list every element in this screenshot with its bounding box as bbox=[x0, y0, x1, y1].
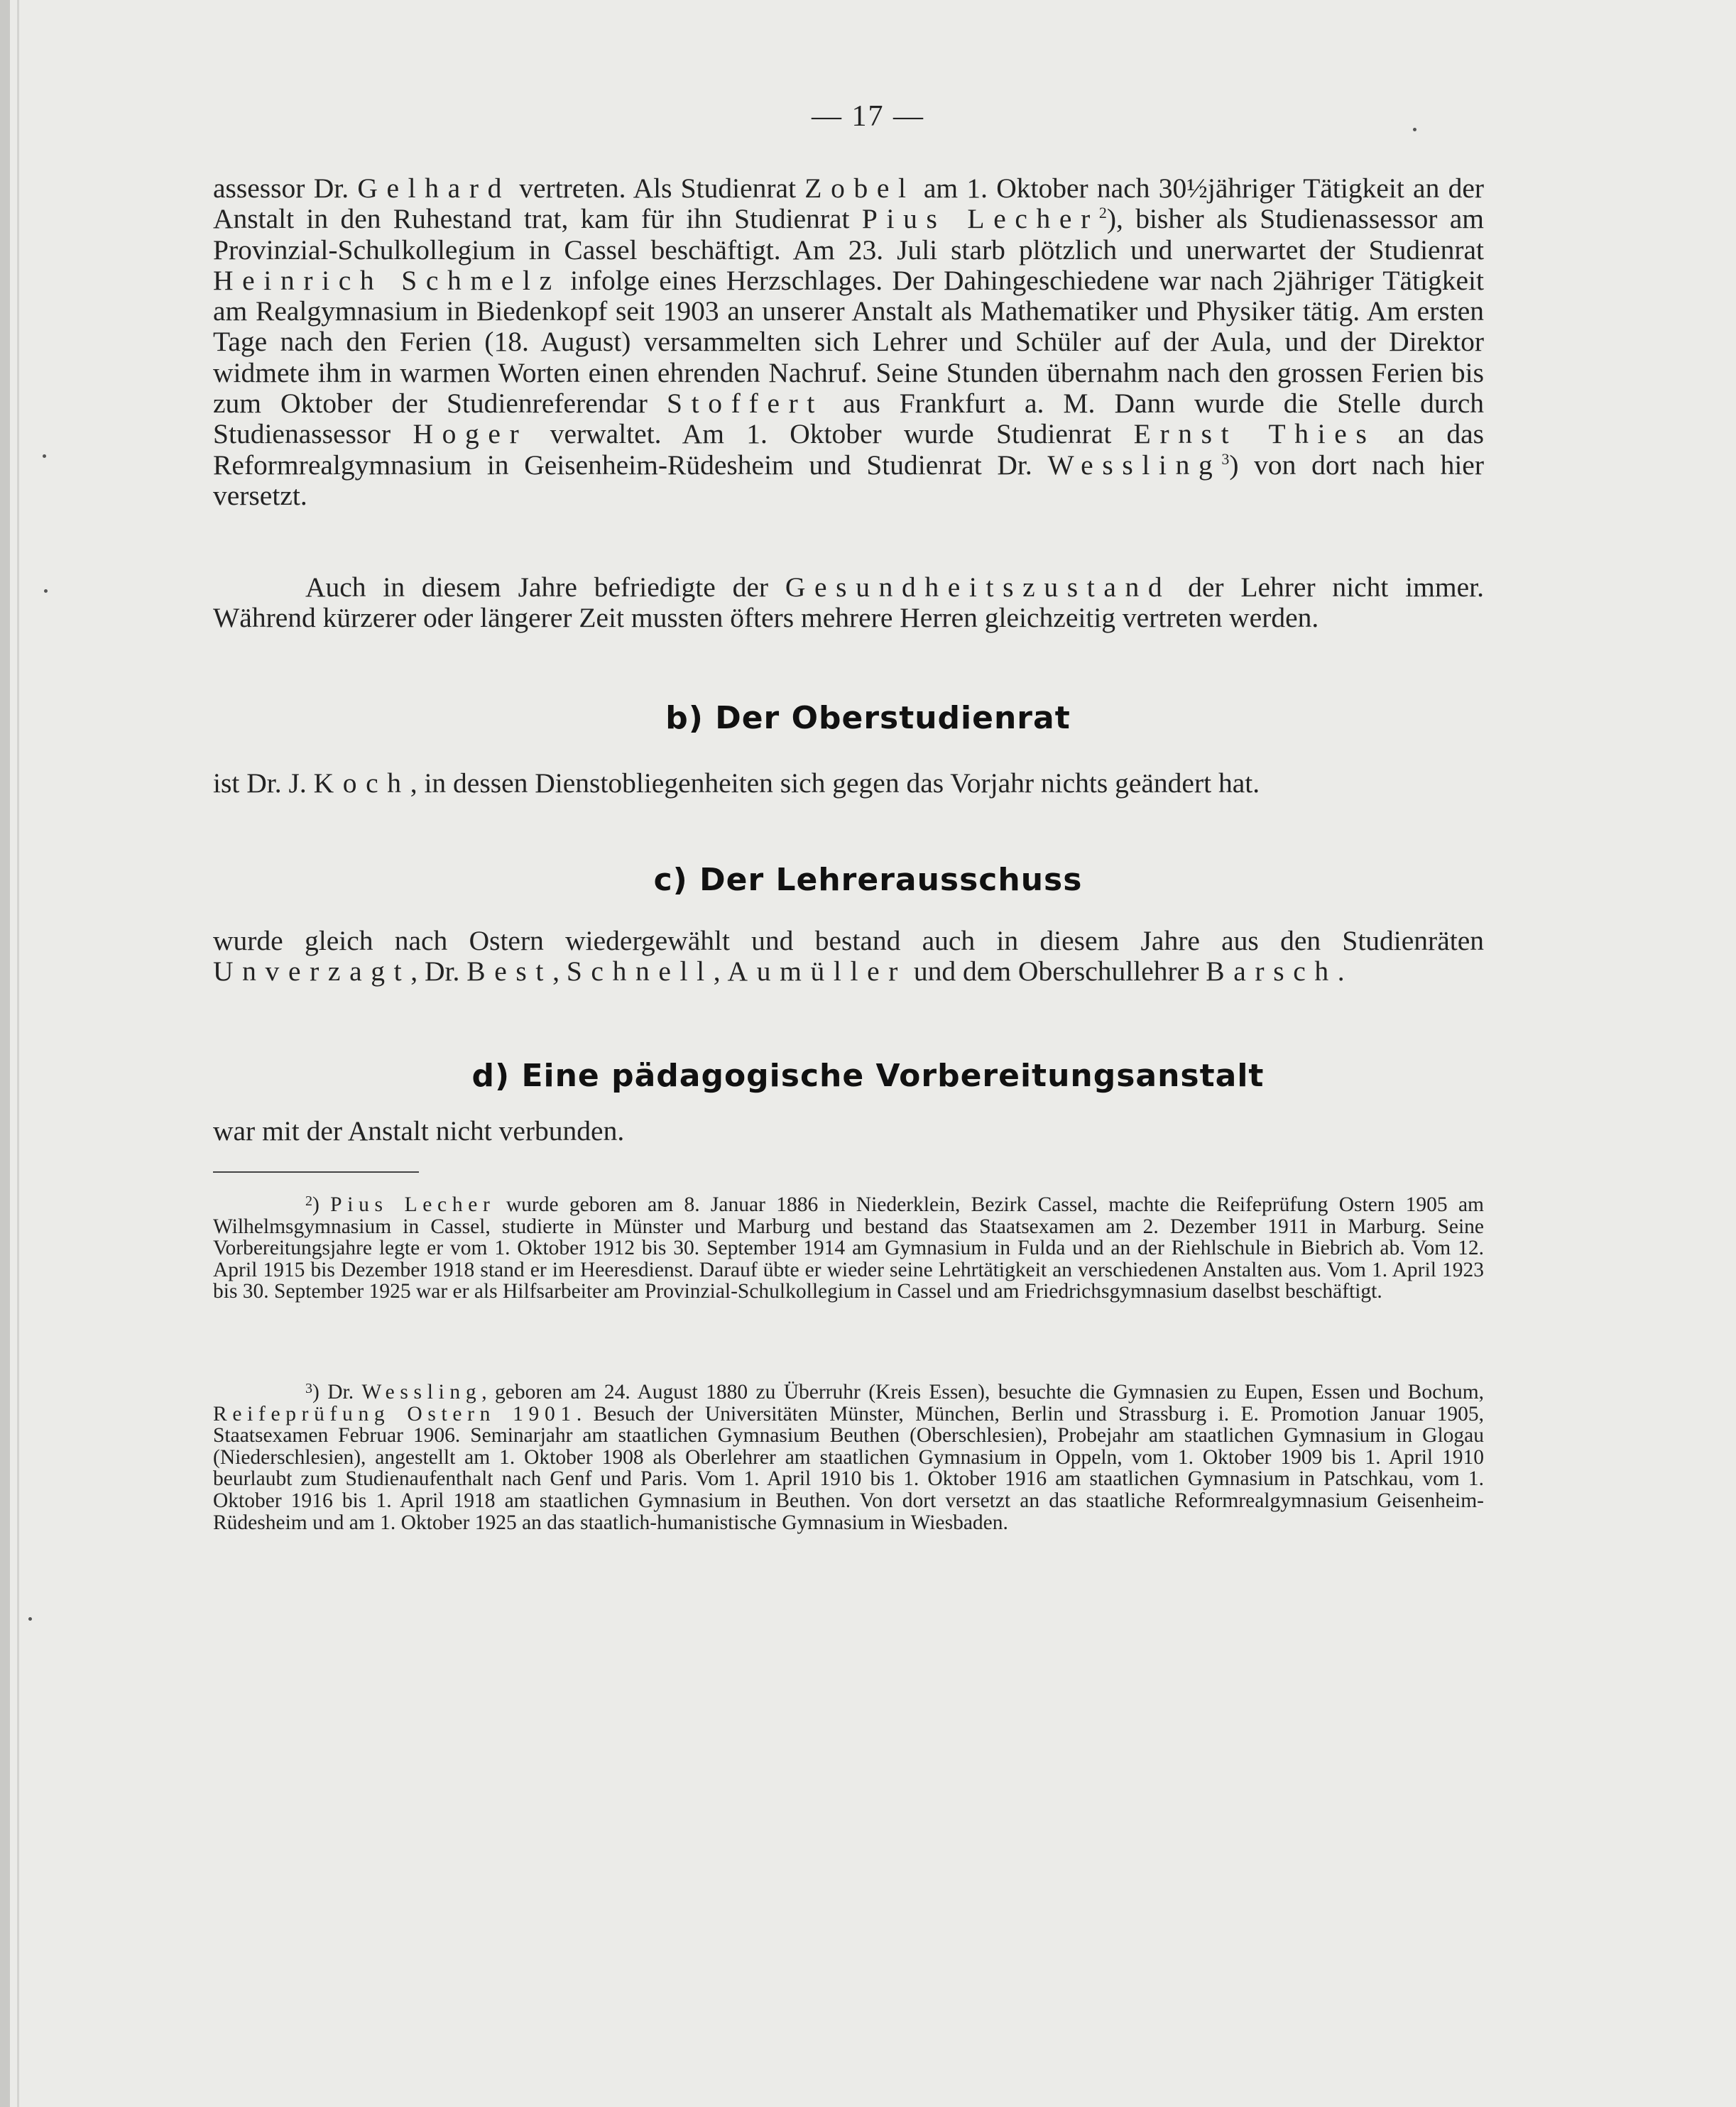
name-aumueller: Aumüller bbox=[727, 956, 907, 987]
name-gelhard: Gelhard bbox=[357, 173, 511, 204]
heading-vorbereitungsanstalt: d) Eine pädagogische Vorbereitungsanstalt bbox=[471, 1058, 1265, 1094]
name-schnell: Schnell bbox=[566, 956, 714, 987]
paragraph-health: Auch in diesem Jahre befriedigte der Gesundheitszustand der Lehrer nicht immer. Während kürzerer oder längerer Zeit mussten öfters mehrere Herren gleichzeitig vertreten werden. bbox=[213, 571, 1484, 634]
name-thies: Ernst Thies bbox=[1133, 418, 1376, 450]
name-stoffert: Stoffert bbox=[666, 388, 824, 420]
footnote-exam: Reifeprüfung Ostern 1901 bbox=[213, 1402, 577, 1425]
footnote-ref-2: 2 bbox=[1098, 204, 1107, 222]
name-hoger: Hoger bbox=[413, 418, 528, 450]
footnote-2: $^2$) Pius Lecher wurde geboren am 8. Januar 1886 in Niederklein, Bezirk Cassel, machte die Reifeprüfung Ostern 1905 am Wilhelmsgymnasium in Cassel, studierte in Münster und Marburg und bestand das Staatsexamen am 2. Dezember 1911 in Marburg. Seine Vorbereitungsjahre legte er vom 1. Oktober 1912 bis 30. September 1914 am Gymnasium in Fulda und an der Riehlschule in Biebrich ab. Vom 12. April 1915 bis Dezember 1918 stand er im Heeresdienst. Darauf übte er wieder seine Lehrtätigkeit an verschiedenen Anstalten aus. Vom 1. April 1923 bis 30. September 1925 war er als Hilfsarbeiter am Provinzial-Schulkollegium in Cassel und am Friedrichsgymnasium daselbst beschäftigt. bbox=[213, 1193, 1484, 1303]
paragraph-oberstudienrat: ist Dr. J. Koch, in dessen Dienstobliegenheiten sich gegen das Vorjahr nichts geändert hat. bbox=[213, 767, 1260, 799]
paragraph-lehrerausschuss: wurde gleich nach Ostern wiedergewählt und bestand auch in diesem Jahre aus den Studienräten Unverzagt, Dr. Best, Schnell, Aumüller und dem Oberschullehrer Barsch. bbox=[213, 925, 1484, 987]
name-unverzagt: Unverzagt bbox=[213, 956, 411, 987]
footnote-mark: 2 bbox=[305, 1193, 312, 1209]
footnote-3: $^3$) Dr. Wessling, geboren am 24. August 1880 zu Überruhr (Kreis Essen), besuchte die Gymnasien zu Eupen, Essen und Bochum, Reifeprüfung Ostern 1901. Besuch der Universitäten Münster, München, Berlin und Strassburg i. E. Promotion Januar 1905, Staatsexamen Februar 1906. Seminarjahr am staatlichen Gymnasium Beuthen (Oberschlesien), Probejahr am staatlichen Gymnasium in Glogau (Niederschlesien), angestellt am 1. Oktober 1908 als Oberlehrer am staatlichen Gymnasium in Oppeln, vom 1. Oktober 1909 bis 1. April 1910 beurlaubt zum Studienaufenthalt nach Genf und Paris. Vom 1. April 1910 bis 1. Oktober 1916 am staatlichen Gymnasium in Patschkau, vom 1. Oktober 1916 bis 1. April 1918 am staatlichen Gymnasium in Beuthen. Von dort versetzt an das staatliche Reformrealgymnasium Geisenheim-Rüdesheim und am 1. Oktober 1925 an das staatlich-humanistische Gymnasium in Wiesbaden. bbox=[213, 1381, 1485, 1534]
scan-edge bbox=[0, 0, 10, 2107]
name-best: Best bbox=[466, 956, 553, 987]
footnote-name: Pius Lecher bbox=[330, 1193, 496, 1216]
footnote-mark: 3 bbox=[305, 1381, 312, 1396]
page-number: — 17 — bbox=[812, 100, 924, 133]
term-gesundheitszustand: Gesundheitszustand bbox=[785, 571, 1172, 603]
name-wessling: Wessling bbox=[1047, 449, 1222, 481]
name-barsch: Barsch bbox=[1206, 956, 1338, 987]
scan-speck bbox=[44, 589, 48, 593]
footnote-ref-3: 3 bbox=[1221, 449, 1230, 468]
name-pius-lecher: Pius Lecher bbox=[861, 203, 1099, 235]
scan-edge-line bbox=[17, 0, 19, 2107]
heading-lehrerausschuss: c) Der Lehrerausschuss bbox=[653, 862, 1083, 898]
name-zobel: Zobel bbox=[804, 173, 915, 204]
scan-speck bbox=[28, 1617, 32, 1621]
footnote-rule bbox=[213, 1171, 419, 1173]
heading-oberstudienrat: b) Der Oberstudienrat bbox=[665, 700, 1071, 736]
paragraph-vorbereitungsanstalt: war mit der Anstalt nicht verbunden. bbox=[213, 1115, 625, 1146]
name-koch: Koch bbox=[313, 767, 410, 799]
scan-speck bbox=[43, 454, 46, 458]
footnote-name: Wessling bbox=[361, 1381, 482, 1403]
name-schmelz: Heinrich Schmelz bbox=[213, 264, 561, 296]
paragraph-staff-changes: assessor Dr. Gelhard vertreten. Als Studienrat Zobel am 1. Oktober nach 30½jähriger Tätigkeit an der Anstalt in den Ruhestand trat, kam für ihn Studienrat Pius Lecher$^2$), bisher als Studienassessor am Provinzial-Schulkollegium in Cassel beschäftigt. Am 23. Juli starb plötzlich und unerwartet der Studienrat Heinrich Schmelz infolge eines Herzschlages. Der Dahingeschiedene war nach 2jähriger Tätigkeit am Realgymnasium in Biedenkopf seit 1903 an unserer Anstalt als Mathematiker und Physiker tätig. Am ersten Tage nach den Ferien (18. August) versammelten sich Lehrer und Schüler auf der Aula, und der Direktor widmete ihm in warmen Worten einen ehrenden Nachruf. Seine Stunden übernahm nach den grossen Ferien bis zum Oktober der Studienreferendar Stoffert aus Frankfurt a. M. Dann wurde die Stelle durch Studienassessor Hoger verwaltet. Am 1. Oktober wurde Studienrat Ernst Thies an das Reformrealgymnasium in Geisenheim-Rüdesheim und Studienrat Dr. Wessling$^3$) von dort nach hier versetzt. bbox=[213, 173, 1485, 511]
